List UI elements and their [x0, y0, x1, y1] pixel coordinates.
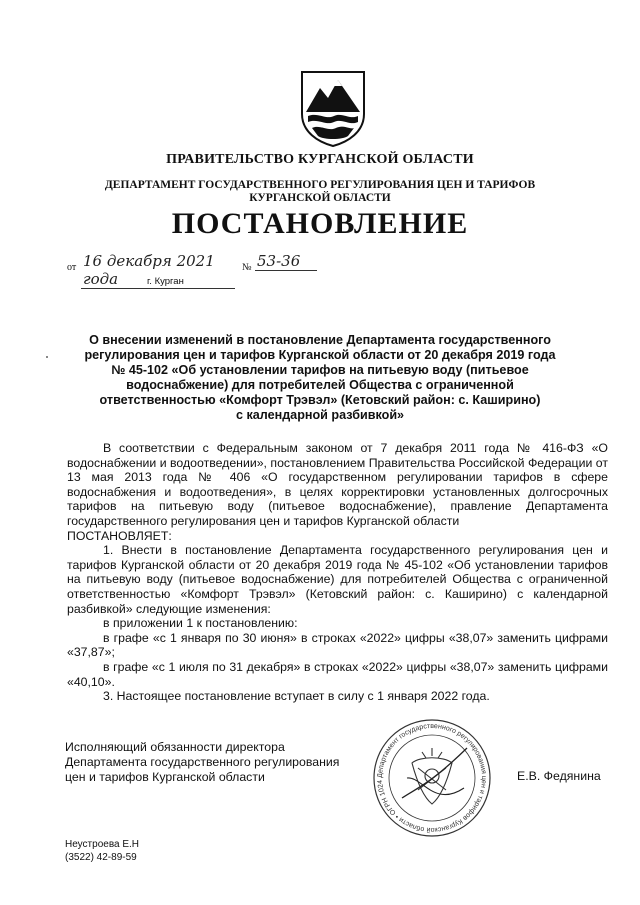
document-type-heading: ПОСТАНОВЛЕНИЕ [171, 207, 469, 240]
document-subject [70, 333, 570, 423]
signatory-position [65, 740, 385, 785]
signatory-line: цен и тарифов Курганской области [65, 770, 265, 784]
item-3-paragraph: 3. Настоящее постановление вступает в силу с 1 января 2022 года. [103, 689, 490, 704]
appendix-paragraph: в приложении 1 к постановлению: [103, 616, 298, 631]
department-title-line1: ДЕПАРТАМЕНТ ГОСУДАРСТВЕННОГО РЕГУЛИРОВАНИЯ ЦЕН И ТАРИФОВ [104, 179, 536, 191]
date-number-line [67, 252, 367, 292]
subject-line: регулирования цен и тарифов Курганской области от 20 декабря 2019 года [84, 348, 556, 362]
subject-line: О внесении изменений в постановление Департамента государственного [89, 333, 551, 347]
signatory-line: Исполняющий обязанности директора [65, 740, 285, 754]
signatory-name: Е.В. Федянина [517, 769, 601, 783]
subject-line: с календарной разбивкой» [235, 408, 405, 422]
seal-ring-text: Департамент государственного регулирования цен и тарифов Курганской области • ОГРН 1024 [376, 722, 488, 834]
item-1-paragraph: 1. Внести в постановление Департамента государственного регулирования цен и тарифов Курганской области от 20 декабря 2019 года № 45-102 «Об установлении тарифов на питьевую воду (питьевое водоснабжение) для потребителей Общества с ограниченной ответственностью «Комфорт Трэвэл» (Кетовский район: с. Каширино) с календарной разбивкой» следующие изменения: [67, 543, 608, 616]
subject-line: ответственностью «Комфорт Трэвэл» (Кетовский район: с. Каширино) [99, 393, 541, 407]
department-title [100, 179, 540, 205]
subject-line: водоснабжение) для потребителей Общества с ограниченной [126, 378, 514, 392]
resolves-heading: ПОСТАНОВЛЯЕТ: [67, 528, 172, 543]
scan-speck [46, 356, 48, 358]
executor-name: Неустроева Е.Н [65, 839, 140, 850]
executor-phone: (3522) 42-89-59 [65, 852, 137, 863]
handwritten-number: 53-36 [255, 252, 317, 271]
preamble-paragraph: В соответствии с Федеральным законом от 7 декабря 2011 года № 416-ФЗ «О водоснабжении и водоотведении», постановлением Правительства Российской Федерации от 13 мая 2013 года № 406 «О государственном регулировании тарифов в сфере водоснабжения и водоотведения», в целях корректировки установленных долгосрочных тарифов на питьевую воду (питьевое водоснабжение), правление Департамента государственного регулирования цен и тарифов Курганской области [67, 441, 608, 528]
subject-line: № 45-102 «Об установлении тарифов на питьевую воду (питьевое [111, 363, 529, 377]
official-seal-stamp [372, 718, 492, 838]
document-body [67, 441, 608, 704]
department-title-line2: КУРГАНСКОЙ ОБЛАСТИ [249, 192, 391, 204]
number-label: № [242, 262, 252, 273]
city-label: г. Курган [147, 276, 184, 287]
government-title: ПРАВИТЕЛЬСТВО КУРГАНСКОЙ ОБЛАСТИ [166, 152, 474, 167]
signatory-line: Департамента государственного регулирования [65, 755, 340, 769]
change-1-paragraph: в графе «с 1 января по 30 июня» в строках «2022» цифры «38,07» заменить цифрами «37,87»; [67, 630, 608, 660]
date-from-label: от [67, 262, 77, 273]
coat-of-arms-emblem [298, 68, 368, 148]
handwritten-date: 16 декабря 2021 года [81, 252, 235, 289]
change-2-paragraph: в графе «с 1 июля по 31 декабря» в строках «2022» цифры «38,07» заменить цифрами «40,10». [67, 659, 608, 689]
executor-info [65, 838, 139, 864]
